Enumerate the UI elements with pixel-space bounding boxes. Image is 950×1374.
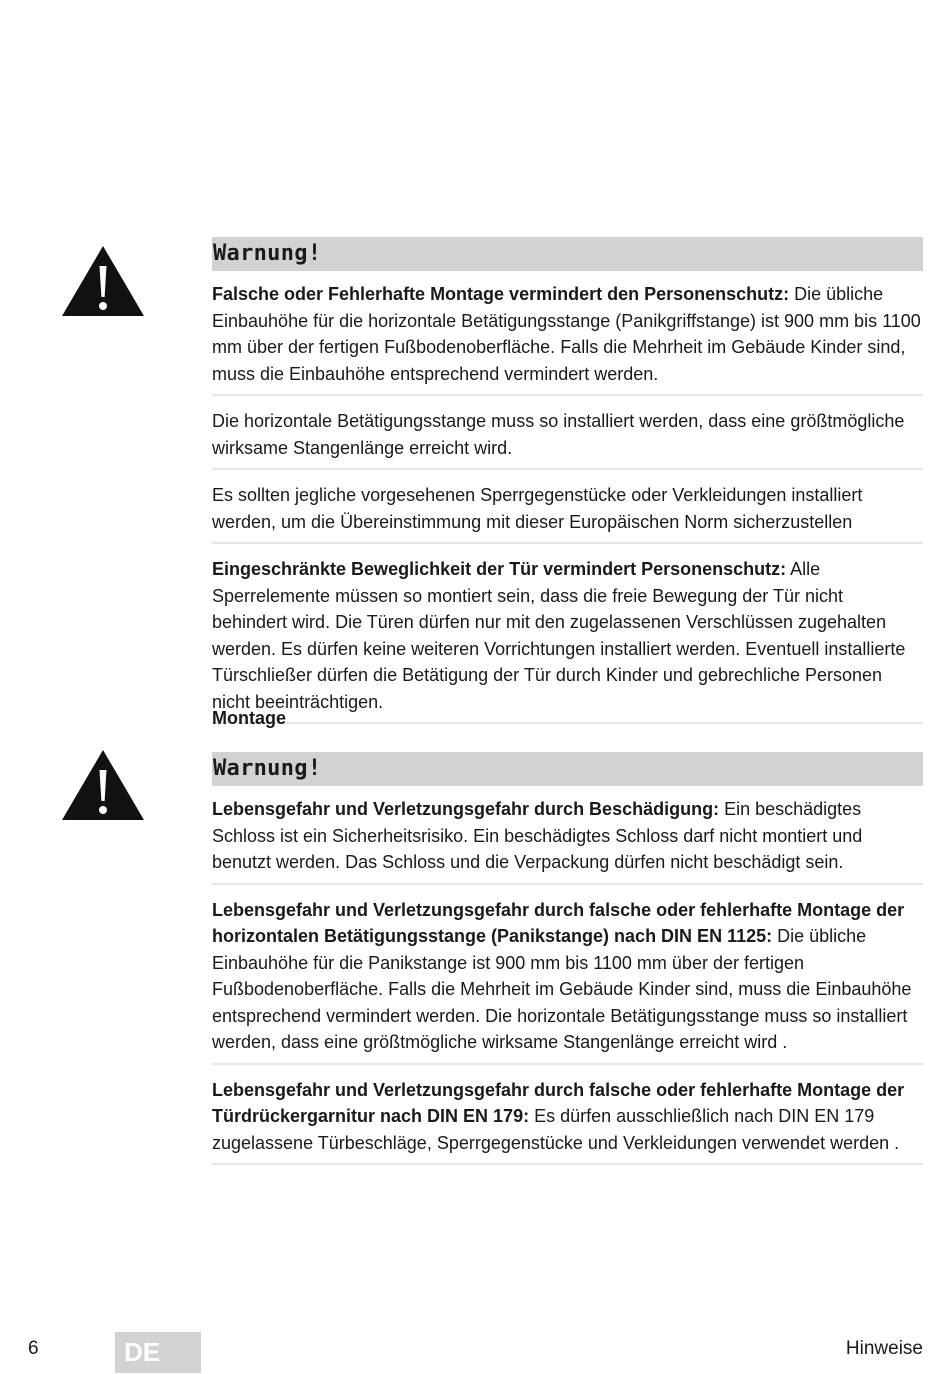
warning-paragraph: Falsche oder Fehlerhafte Montage vermindert den Personenschutz: Die übliche Einbauhöhe für die horizontale Betätigungsstange (Panikgriffstange) ist 900 mm bis 1100 mm über der fertigen Fußbodenoberfläche. Falls die Mehrheit im Gebäude Kinder sind, muss die Einbauhöhe entsprechend vermindert werden.: [212, 271, 923, 396]
section-title: Montage: [212, 708, 286, 728]
warning-header: Warnung!: [212, 237, 923, 271]
warning-paragraph: Eingeschränkte Beweglichkeit der Tür vermindert Personenschutz: Alle Sperrelemente müssen so montiert sein, dass die freie Bewegung der Tür nicht behindert wird. Die Türen dürfen nur mit den zugelassenen Verschlüssen zugehalten werden. Es dürfen keine weiteren Vorrichtungen installiert werden. Eventuell installierte Türschließer dürfen die Betätigung der Tür durch Kinder und gebrechliche Personen nicht beeinträchtigen.: [212, 550, 923, 724]
warning-paragraph: Lebensgefahr und Verletzungsgefahr durch Beschädigung: Ein beschädigtes Schloss ist ein Sicherheitsrisiko. Ein beschädigtes Schloss darf nicht montiert und benutzt werden. Das Schloss und die Verpackung dürfen nicht beschädigt sein.: [212, 786, 923, 885]
warning-block-1: [212, 237, 923, 730]
footer-section-label: Hinweise: [845, 1338, 923, 1359]
warning-triangle-icon: [61, 748, 145, 822]
warning-header: Warnung!: [212, 752, 923, 786]
language-tab: DE: [115, 1332, 201, 1373]
warning-paragraph: Lebensgefahr und Verletzungsgefahr durch falsche oder fehlerhafte Montage der Türdrückergarnitur nach DIN EN 179: Es dürfen ausschließlich nach DIN EN 179 zugelassene Türbeschläge, Sperrgegenstücke und Verkleidungen verwendet werden .: [212, 1071, 923, 1166]
warning-block-2: [212, 752, 923, 1171]
warning-paragraph: Es sollten jegliche vorgesehenen Sperrgegenstücke oder Verkleidungen installiert werden, um die Übereinstimmung mit dieser Europäischen Norm sicherzustellen: [212, 476, 923, 544]
warning-paragraph: Die horizontale Betätigungsstange muss so installiert werden, dass eine größtmögliche wirksame Stangenlänge erreicht wird.: [212, 402, 923, 470]
page-number: 6: [28, 1338, 39, 1359]
warning-triangle-icon: [61, 244, 145, 318]
warning-paragraph: Lebensgefahr und Verletzungsgefahr durch falsche oder fehlerhafte Montage der horizontalen Betätigungsstange (Panikstange) nach DIN EN 1125: Die übliche Einbauhöhe für die Panikstange ist 900 mm bis 1100 mm über der fertigen Fußbodenoberfläche. Falls die Mehrheit im Gebäude Kinder sind, muss die Einbauhöhe entsprechend vermindert werden. Die horizontale Betätigungsstange muss so installiert werden, dass eine größtmögliche wirksame Stangenlänge erreicht wird .: [212, 891, 923, 1065]
